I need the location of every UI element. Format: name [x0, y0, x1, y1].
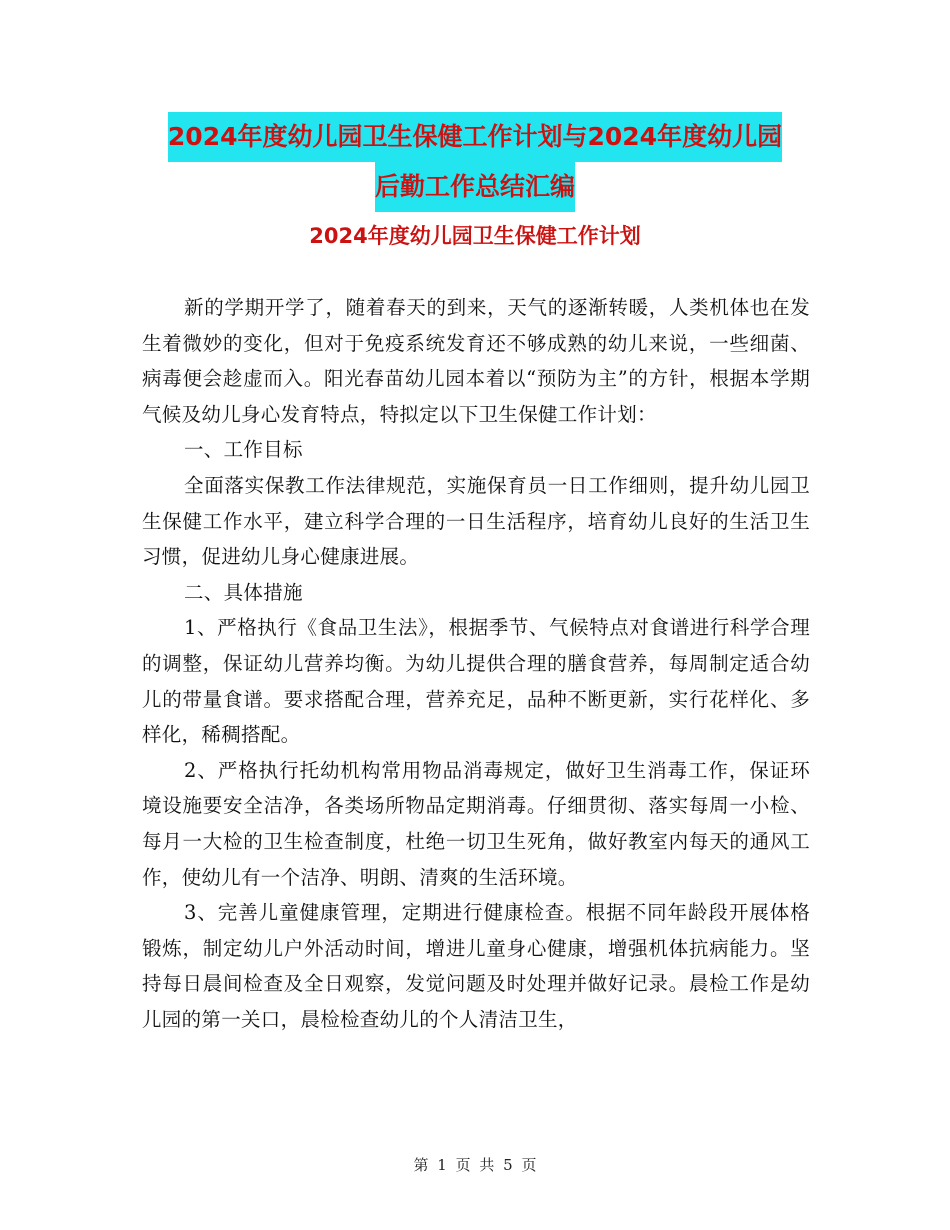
heading-work-goals: 一、工作目标	[184, 438, 303, 462]
paragraph-intro: 新的学期开学了，随着春天的到来，天气的逐渐转暖，人类机体也在发生着微妙的变化，但对于免疫系统发育还不够成熟的幼儿来说，一些细菌、病毒便会趁虚而入。阳光春苗幼儿园本着以“预防为主”的方针，根据本学期气候及幼儿身心发育特点，特拟定以下卫生保健工作计划：	[142, 296, 810, 426]
page-footer: 第 1 页 共 5 页	[413, 1156, 537, 1174]
section-title: 2024年度幼儿园卫生保健工作计划	[309, 224, 641, 248]
paragraph-measure-2: 2、严格执行托幼机构常用物品消毒规定，做好卫生消毒工作，保证环境设施要安全洁净，各类场所物品定期消毒。仔细贯彻、落实每周一小检、每月一大检的卫生检查制度，杜绝一切卫生死角，做好教室内每天的通风工作，使幼儿有一个洁净、明朗、清爽的生活环境。	[142, 758, 810, 889]
body-text	[142, 290, 810, 1037]
paragraph-measure-3: 3、完善儿童健康管理，定期进行健康检查。根据不同年龄段开展体格锻炼，制定幼儿户外活动时间，增进儿童身心健康，增强机体抗病能力。坚持每日晨间检查及全日观察，发觉问题及时处理并做好记录。晨检工作是幼儿园的第一关口，晨检检查幼儿的个人清洁卫生，	[142, 901, 810, 1031]
document-title-line-1: 2024年度幼儿园卫生保健工作计划与2024年度幼儿园	[168, 112, 782, 162]
paragraph-measure-1: 1、严格执行《食品卫生法》，根据季节、气候特点对食谱进行科学合理的调整，保证幼儿营养均衡。为幼儿提供合理的膳食营养，每周制定适合幼儿的带量食谱。要求搭配合理，营养充足，品种不断更新，实行花样化、多样化，稀稠搭配。	[142, 616, 810, 747]
heading-specific-measures: 二、具体措施	[184, 580, 303, 604]
paragraph-work-goals: 全面落实保教工作法律规范，实施保育员一日工作细则，提升幼儿园卫生保健工作水平，建立科学合理的一日生活程序，培育幼儿良好的生活卫生习惯，促进幼儿身心健康进展。	[142, 473, 810, 569]
document-title-line-2: 后勤工作总结汇编	[375, 162, 575, 212]
document-title	[0, 112, 950, 212]
